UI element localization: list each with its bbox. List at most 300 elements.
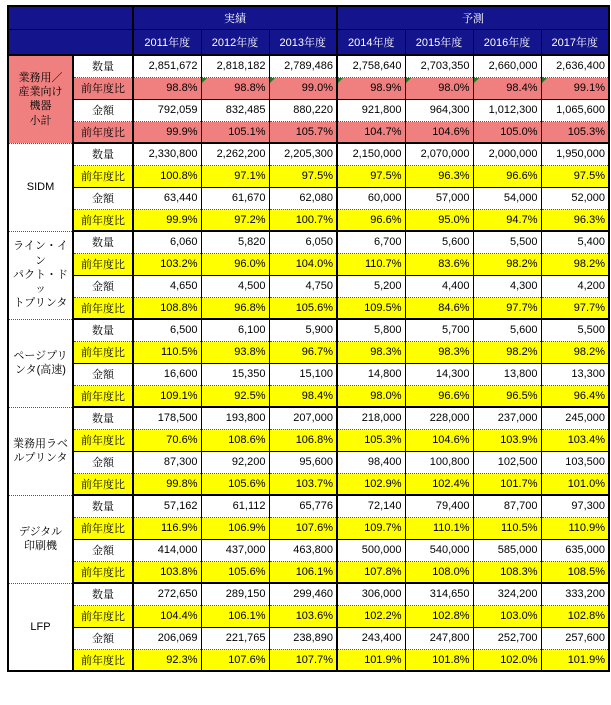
cell-value: 106.8% bbox=[295, 434, 333, 446]
cell-value: 105.6% bbox=[228, 565, 266, 578]
quantity-cell bbox=[337, 495, 405, 517]
metric-label: 前年度比 bbox=[73, 605, 133, 627]
cell-value: 96.3% bbox=[573, 213, 605, 226]
quantity-cell bbox=[201, 319, 269, 341]
cell-value: 252,700 bbox=[497, 632, 538, 644]
amount-cell bbox=[337, 627, 405, 649]
quantity-yoy-cell bbox=[541, 429, 609, 451]
cell-value: 106.1% bbox=[228, 610, 266, 622]
group-label bbox=[8, 319, 73, 407]
cell-value: 2,758,640 bbox=[352, 60, 402, 73]
amount-cell bbox=[405, 275, 473, 297]
group-label-line: 印刷機 bbox=[24, 540, 57, 552]
cell-value: 103,500 bbox=[565, 456, 605, 468]
amount-yoy-cell bbox=[337, 209, 405, 231]
cell-value: 104.6% bbox=[432, 125, 470, 138]
cell-value: 103.9% bbox=[500, 434, 538, 446]
amount-cell bbox=[541, 187, 609, 209]
cell-value: 4,200 bbox=[577, 280, 605, 292]
cell-value: 98.4% bbox=[301, 389, 333, 402]
table-row bbox=[8, 539, 609, 561]
cell-value: 4,650 bbox=[169, 280, 198, 292]
amount-cell bbox=[133, 363, 201, 385]
quantity-yoy-cell bbox=[269, 517, 337, 539]
quantity-cell bbox=[473, 143, 541, 165]
cell-value: 103.2% bbox=[160, 258, 198, 270]
quantity-yoy-cell bbox=[269, 605, 337, 627]
cell-value: 87,300 bbox=[163, 456, 198, 468]
cell-value: 92.3% bbox=[166, 653, 198, 666]
cell-value: 243,400 bbox=[361, 632, 402, 644]
table-row bbox=[8, 231, 609, 253]
quantity-cell bbox=[133, 55, 201, 77]
metric-label: 前年度比 bbox=[73, 341, 133, 363]
metric-label: 前年度比 bbox=[73, 385, 133, 407]
year-header: 2017年度 bbox=[541, 29, 609, 55]
quantity-yoy-cell bbox=[473, 253, 541, 275]
amount-cell bbox=[541, 363, 609, 385]
cell-value: 102.0% bbox=[500, 653, 538, 666]
amount-yoy-cell bbox=[133, 561, 201, 583]
cell-value: 52,000 bbox=[571, 192, 605, 204]
quantity-yoy-cell bbox=[405, 517, 473, 539]
cell-value: 100,800 bbox=[429, 456, 470, 468]
amount-cell bbox=[473, 539, 541, 561]
cell-value: 324,200 bbox=[497, 588, 538, 601]
group-label-line: LFP bbox=[30, 620, 51, 633]
amount-yoy-cell bbox=[133, 385, 201, 407]
cell-value: 14,300 bbox=[435, 368, 470, 380]
amount-yoy-cell bbox=[473, 121, 541, 143]
cell-value: 116.9% bbox=[161, 522, 198, 534]
amount-cell bbox=[269, 275, 337, 297]
cell-value: 880,220 bbox=[293, 104, 333, 116]
cell-value: 70.6% bbox=[166, 434, 198, 446]
amount-yoy-cell bbox=[405, 649, 473, 671]
quantity-cell bbox=[405, 55, 473, 77]
cell-value: 57,162 bbox=[163, 500, 198, 513]
amount-cell bbox=[473, 451, 541, 473]
amount-cell bbox=[269, 363, 337, 385]
cell-value: 57,000 bbox=[435, 192, 470, 204]
table-row bbox=[8, 407, 609, 429]
cell-value: 4,750 bbox=[305, 280, 333, 292]
cell-value: 108.5% bbox=[567, 565, 605, 578]
quantity-cell bbox=[405, 583, 473, 605]
year-header: 2012年度 bbox=[201, 29, 269, 55]
error-indicator-icon bbox=[406, 78, 411, 83]
amount-yoy-cell bbox=[405, 209, 473, 231]
cell-value: 14,800 bbox=[367, 368, 402, 380]
cell-value: 110.7% bbox=[365, 258, 402, 270]
amount-cell bbox=[541, 99, 609, 121]
cell-value: 84.6% bbox=[438, 301, 470, 314]
amount-cell bbox=[269, 99, 337, 121]
quantity-cell bbox=[473, 55, 541, 77]
amount-cell bbox=[133, 187, 201, 209]
cell-value: 2,070,000 bbox=[420, 148, 470, 161]
amount-yoy-cell bbox=[337, 385, 405, 407]
cell-value: 62,080 bbox=[299, 192, 333, 204]
quantity-yoy-cell bbox=[473, 165, 541, 187]
amount-yoy-cell bbox=[405, 297, 473, 319]
metric-label: 数量 bbox=[73, 231, 133, 253]
cell-value: 101.8% bbox=[432, 653, 470, 666]
cell-value: 2,851,672 bbox=[148, 60, 198, 73]
cell-value: 101.7% bbox=[500, 477, 538, 490]
amount-cell bbox=[405, 627, 473, 649]
amount-cell bbox=[337, 187, 405, 209]
amount-cell bbox=[541, 627, 609, 649]
quantity-yoy-cell bbox=[337, 165, 405, 187]
quantity-cell bbox=[337, 55, 405, 77]
quantity-cell bbox=[337, 143, 405, 165]
table-row bbox=[8, 319, 609, 341]
amount-yoy-cell bbox=[541, 209, 609, 231]
cell-value: 99.1% bbox=[573, 82, 605, 94]
cell-value: 98.2% bbox=[573, 258, 605, 270]
amount-yoy-cell bbox=[541, 121, 609, 143]
amount-yoy-cell bbox=[133, 209, 201, 231]
table-row bbox=[8, 99, 609, 121]
quantity-cell bbox=[405, 143, 473, 165]
cell-value: 193,800 bbox=[225, 412, 266, 425]
quantity-yoy-cell bbox=[269, 341, 337, 363]
cell-value: 93.8% bbox=[234, 346, 266, 358]
year-header: 2015年度 bbox=[405, 29, 473, 55]
table-row bbox=[8, 253, 609, 275]
cell-value: 96.6% bbox=[438, 389, 470, 402]
table-row bbox=[8, 143, 609, 165]
cell-value: 98.0% bbox=[438, 82, 470, 94]
amount-cell bbox=[201, 451, 269, 473]
cell-value: 1,950,000 bbox=[556, 148, 605, 161]
cell-value: 99.9% bbox=[166, 213, 198, 226]
metric-label: 数量 bbox=[73, 143, 133, 165]
quantity-yoy-cell bbox=[201, 429, 269, 451]
amount-cell bbox=[337, 363, 405, 385]
cell-value: 13,800 bbox=[503, 368, 538, 380]
quantity-yoy-cell bbox=[405, 165, 473, 187]
cell-value: 104.6% bbox=[432, 434, 470, 446]
year-header: 2014年度 bbox=[337, 29, 405, 55]
cell-value: 2,789,486 bbox=[284, 60, 333, 73]
cell-value: 95.0% bbox=[438, 213, 470, 226]
cell-value: 15,100 bbox=[299, 368, 333, 380]
quantity-cell bbox=[201, 231, 269, 253]
table-row bbox=[8, 363, 609, 385]
cell-value: 15,350 bbox=[231, 368, 266, 380]
group-label-line: パクト・ドッ bbox=[13, 268, 68, 296]
quantity-cell bbox=[269, 231, 337, 253]
quantity-yoy-cell bbox=[405, 605, 473, 627]
amount-yoy-cell bbox=[269, 209, 337, 231]
cell-value: 5,800 bbox=[373, 324, 402, 337]
quantity-yoy-cell bbox=[337, 77, 405, 99]
amount-yoy-cell bbox=[269, 385, 337, 407]
cell-value: 6,500 bbox=[169, 324, 198, 337]
cell-value: 221,765 bbox=[225, 632, 266, 644]
cell-value: 964,300 bbox=[429, 104, 470, 116]
cell-value: 108.3% bbox=[500, 565, 538, 578]
table-row bbox=[8, 187, 609, 209]
amount-cell bbox=[337, 275, 405, 297]
actual-section-header: 実績 bbox=[133, 6, 337, 29]
cell-value: 5,820 bbox=[237, 236, 266, 249]
metric-label: 前年度比 bbox=[73, 473, 133, 495]
quantity-cell bbox=[133, 407, 201, 429]
quantity-yoy-cell bbox=[405, 253, 473, 275]
cell-value: 104.4% bbox=[160, 610, 198, 622]
cell-value: 105.3% bbox=[567, 125, 605, 138]
quantity-cell bbox=[269, 583, 337, 605]
cell-value: 6,050 bbox=[305, 236, 333, 249]
amount-cell bbox=[269, 451, 337, 473]
cell-value: 87,700 bbox=[503, 500, 538, 513]
quantity-cell bbox=[133, 143, 201, 165]
amount-yoy-cell bbox=[473, 209, 541, 231]
cell-value: 60,000 bbox=[367, 192, 402, 204]
cell-value: 99.9% bbox=[166, 125, 198, 138]
amount-cell bbox=[405, 539, 473, 561]
cell-value: 96.4% bbox=[573, 389, 605, 402]
cell-value: 540,000 bbox=[429, 544, 470, 556]
cell-value: 2,262,200 bbox=[216, 148, 266, 161]
cell-value: 96.7% bbox=[301, 346, 333, 358]
metric-label: 金額 bbox=[73, 187, 133, 209]
cell-value: 6,100 bbox=[237, 324, 266, 337]
cell-value: 2,703,350 bbox=[420, 60, 470, 73]
quantity-cell bbox=[337, 583, 405, 605]
amount-yoy-cell bbox=[201, 649, 269, 671]
cell-value: 96.3% bbox=[438, 170, 470, 182]
table-row bbox=[8, 385, 609, 407]
cell-value: 97,300 bbox=[571, 500, 605, 513]
amount-cell bbox=[133, 539, 201, 561]
cell-value: 96.8% bbox=[234, 301, 266, 314]
cell-value: 65,776 bbox=[299, 500, 333, 513]
cell-value: 98.0% bbox=[370, 389, 402, 402]
quantity-yoy-cell bbox=[337, 517, 405, 539]
table-row bbox=[8, 649, 609, 671]
quantity-yoy-cell bbox=[541, 77, 609, 99]
amount-yoy-cell bbox=[201, 209, 269, 231]
cell-value: 96.5% bbox=[506, 389, 538, 402]
cell-value: 96.6% bbox=[370, 213, 402, 226]
cell-value: 92.5% bbox=[234, 389, 266, 402]
amount-cell bbox=[133, 99, 201, 121]
cell-value: 79,400 bbox=[435, 500, 470, 513]
table-row bbox=[8, 121, 609, 143]
metric-label: 数量 bbox=[73, 583, 133, 605]
quantity-cell bbox=[201, 407, 269, 429]
cell-value: 94.7% bbox=[506, 213, 538, 226]
header-corner-cell-2 bbox=[8, 29, 133, 55]
quantity-yoy-cell bbox=[337, 605, 405, 627]
metric-label: 前年度比 bbox=[73, 649, 133, 671]
cell-value: 98,400 bbox=[367, 456, 402, 468]
table-row bbox=[8, 77, 609, 99]
amount-yoy-cell bbox=[541, 385, 609, 407]
cell-value: 61,670 bbox=[231, 192, 266, 204]
quantity-yoy-cell bbox=[133, 429, 201, 451]
amount-cell bbox=[337, 99, 405, 121]
forecast-table-container bbox=[7, 5, 610, 672]
quantity-yoy-cell bbox=[541, 341, 609, 363]
cell-value: 102.2% bbox=[364, 610, 402, 622]
cell-value: 96.6% bbox=[506, 170, 538, 182]
cell-value: 96.0% bbox=[234, 258, 266, 270]
cell-value: 5,600 bbox=[509, 324, 538, 337]
group-label bbox=[8, 55, 73, 143]
cell-value: 921,800 bbox=[361, 104, 402, 116]
quantity-cell bbox=[269, 143, 337, 165]
amount-cell bbox=[269, 627, 337, 649]
group-label bbox=[8, 583, 73, 671]
amount-cell bbox=[201, 539, 269, 561]
amount-cell bbox=[541, 451, 609, 473]
group-label bbox=[8, 143, 73, 231]
amount-yoy-cell bbox=[541, 649, 609, 671]
cell-value: 13,300 bbox=[571, 368, 605, 380]
quantity-cell bbox=[473, 407, 541, 429]
table-row bbox=[8, 495, 609, 517]
quantity-yoy-cell bbox=[405, 77, 473, 99]
table-row bbox=[8, 341, 609, 363]
cell-value: 5,200 bbox=[373, 280, 402, 292]
quantity-yoy-cell bbox=[405, 429, 473, 451]
quantity-yoy-cell bbox=[473, 429, 541, 451]
amount-yoy-cell bbox=[201, 297, 269, 319]
quantity-yoy-cell bbox=[133, 165, 201, 187]
metric-label: 前年度比 bbox=[73, 165, 133, 187]
amount-yoy-cell bbox=[201, 121, 269, 143]
cell-value: 103.4% bbox=[567, 434, 605, 446]
metric-label: 金額 bbox=[73, 363, 133, 385]
cell-value: 106.1% bbox=[295, 565, 333, 578]
cell-value: 102.8% bbox=[432, 610, 470, 622]
table-row bbox=[8, 209, 609, 231]
cell-value: 2,000,000 bbox=[488, 148, 538, 161]
quantity-cell bbox=[133, 495, 201, 517]
quantity-cell bbox=[405, 319, 473, 341]
group-label-line: デジタル bbox=[18, 525, 63, 538]
amount-yoy-cell bbox=[405, 473, 473, 495]
cell-value: 109.7% bbox=[364, 522, 402, 534]
amount-yoy-cell bbox=[473, 297, 541, 319]
amount-yoy-cell bbox=[337, 561, 405, 583]
cell-value: 107.6% bbox=[228, 653, 266, 666]
error-indicator-icon bbox=[474, 78, 479, 83]
amount-cell bbox=[541, 275, 609, 297]
quantity-yoy-cell bbox=[201, 77, 269, 99]
amount-yoy-cell bbox=[337, 121, 405, 143]
amount-yoy-cell bbox=[269, 297, 337, 319]
cell-value: 97.5% bbox=[370, 170, 402, 182]
cell-value: 97.2% bbox=[234, 213, 266, 226]
quantity-yoy-cell bbox=[405, 341, 473, 363]
quantity-yoy-cell bbox=[473, 517, 541, 539]
table-row bbox=[8, 473, 609, 495]
cell-value: 299,460 bbox=[293, 588, 333, 601]
quantity-yoy-cell bbox=[269, 165, 337, 187]
metric-label: 前年度比 bbox=[73, 121, 133, 143]
amount-cell bbox=[473, 275, 541, 297]
quantity-yoy-cell bbox=[473, 77, 541, 99]
quantity-yoy-cell bbox=[133, 605, 201, 627]
group-label-line: ルプリンタ bbox=[13, 452, 68, 464]
group-label bbox=[8, 231, 73, 319]
cell-value: 228,000 bbox=[429, 412, 470, 425]
quantity-cell bbox=[133, 231, 201, 253]
group-label bbox=[8, 407, 73, 495]
amount-cell bbox=[201, 363, 269, 385]
cell-value: 105.3% bbox=[364, 434, 402, 446]
quantity-cell bbox=[201, 583, 269, 605]
cell-value: 108.6% bbox=[228, 434, 266, 446]
cell-value: 585,000 bbox=[497, 544, 538, 556]
cell-value: 97.1% bbox=[234, 170, 266, 182]
amount-cell bbox=[269, 539, 337, 561]
cell-value: 98.9% bbox=[370, 82, 402, 94]
year-header: 2013年度 bbox=[269, 29, 337, 55]
error-indicator-icon bbox=[542, 78, 547, 83]
cell-value: 218,000 bbox=[361, 412, 402, 425]
amount-cell bbox=[405, 363, 473, 385]
cell-value: 110.9% bbox=[568, 522, 605, 534]
quantity-yoy-cell bbox=[201, 517, 269, 539]
amount-cell bbox=[201, 627, 269, 649]
amount-cell bbox=[473, 363, 541, 385]
amount-yoy-cell bbox=[405, 385, 473, 407]
amount-yoy-cell bbox=[201, 561, 269, 583]
error-indicator-icon bbox=[270, 78, 275, 83]
quantity-cell bbox=[337, 231, 405, 253]
cell-value: 105.7% bbox=[295, 125, 333, 138]
amount-yoy-cell bbox=[133, 121, 201, 143]
quantity-cell bbox=[541, 495, 609, 517]
quantity-cell bbox=[541, 55, 609, 77]
metric-label: 金額 bbox=[73, 539, 133, 561]
metric-label: 数量 bbox=[73, 55, 133, 77]
table-row bbox=[8, 429, 609, 451]
quantity-yoy-cell bbox=[201, 253, 269, 275]
cell-value: 2,660,000 bbox=[488, 60, 538, 73]
year-header: 2011年度 bbox=[133, 29, 201, 55]
metric-label: 金額 bbox=[73, 627, 133, 649]
cell-value: 100.7% bbox=[295, 213, 333, 226]
cell-value: 16,600 bbox=[163, 368, 198, 380]
quantity-cell bbox=[541, 407, 609, 429]
cell-value: 2,150,000 bbox=[352, 148, 402, 161]
amount-cell bbox=[473, 99, 541, 121]
group-label bbox=[8, 495, 73, 583]
table-row bbox=[8, 605, 609, 627]
cell-value: 6,700 bbox=[373, 236, 402, 249]
cell-value: 106.9% bbox=[228, 522, 266, 534]
forecast-table bbox=[7, 5, 610, 672]
quantity-yoy-cell bbox=[337, 429, 405, 451]
cell-value: 105.6% bbox=[295, 301, 333, 314]
quantity-yoy-cell bbox=[269, 429, 337, 451]
cell-value: 92,200 bbox=[231, 456, 266, 468]
group-label-line: 小計 bbox=[29, 114, 52, 127]
table-row bbox=[8, 583, 609, 605]
cell-value: 1,065,600 bbox=[556, 104, 605, 116]
cell-value: 105.1% bbox=[228, 125, 266, 138]
cell-value: 98.8% bbox=[234, 82, 266, 94]
cell-value: 61,112 bbox=[232, 500, 266, 513]
